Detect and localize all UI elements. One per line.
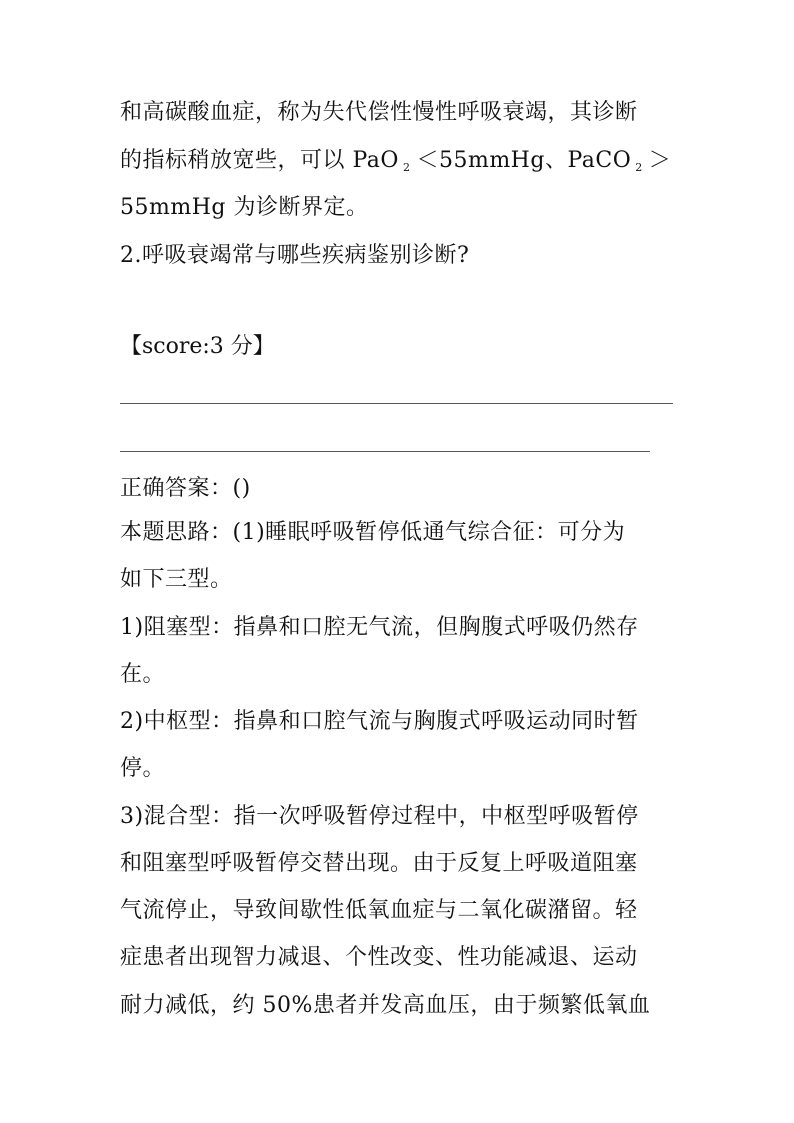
- subscript: 2: [402, 161, 411, 174]
- text-line: 在。: [120, 662, 166, 687]
- question-text: 2.呼吸衰竭常与哪些疾病鉴别诊断?: [120, 243, 470, 268]
- text-line: 如下三型。: [120, 567, 233, 592]
- criteria-middle: ＜55mmHg、PaCO: [416, 148, 632, 173]
- text-line: 耐力减低，约 50%患者并发高血压，由于频繁低氧血: [120, 993, 651, 1018]
- score-label: 【score:3 分】: [120, 334, 275, 359]
- answer-label: 正确答案：(): [120, 476, 251, 501]
- criteria-prefix: 的指标稍放宽些，可以 PaO: [120, 148, 399, 173]
- text-line: 气流停止，导致间歇性低氧血症与二氧化碳潴留。轻: [120, 898, 638, 923]
- answer-blank-line: [120, 451, 650, 452]
- criteria-line: [120, 146, 680, 183]
- text-line: 2)中枢型：指鼻和口腔气流与胸腹式呼吸运动同时暂: [120, 709, 639, 734]
- text-line: 和阻塞型呼吸暂停交替出现。由于反复上呼吸道阻塞: [120, 851, 638, 876]
- text-line: 3)混合型：指一次呼吸暂停过程中，中枢型呼吸暂停: [120, 804, 639, 829]
- text-line: 1)阻塞型：指鼻和口腔无气流，但胸腹式呼吸仍然存: [120, 615, 639, 640]
- text-line: 55mmHg 为诊断界定。: [120, 195, 369, 220]
- text-line: 和高碳酸血症，称为失代偿性慢性呼吸衰竭，其诊断: [120, 100, 638, 125]
- answer-blank-line: [120, 403, 673, 404]
- text-line: 本题思路：(1)睡眠呼吸暂停低通气综合征：可分为: [120, 520, 626, 545]
- subscript: 2: [635, 161, 643, 174]
- text-line: 停。: [120, 756, 166, 781]
- criteria-suffix: ＞: [648, 148, 672, 173]
- text-line: 症患者出现智力减退、个性改变、性功能减退、运动: [120, 945, 638, 970]
